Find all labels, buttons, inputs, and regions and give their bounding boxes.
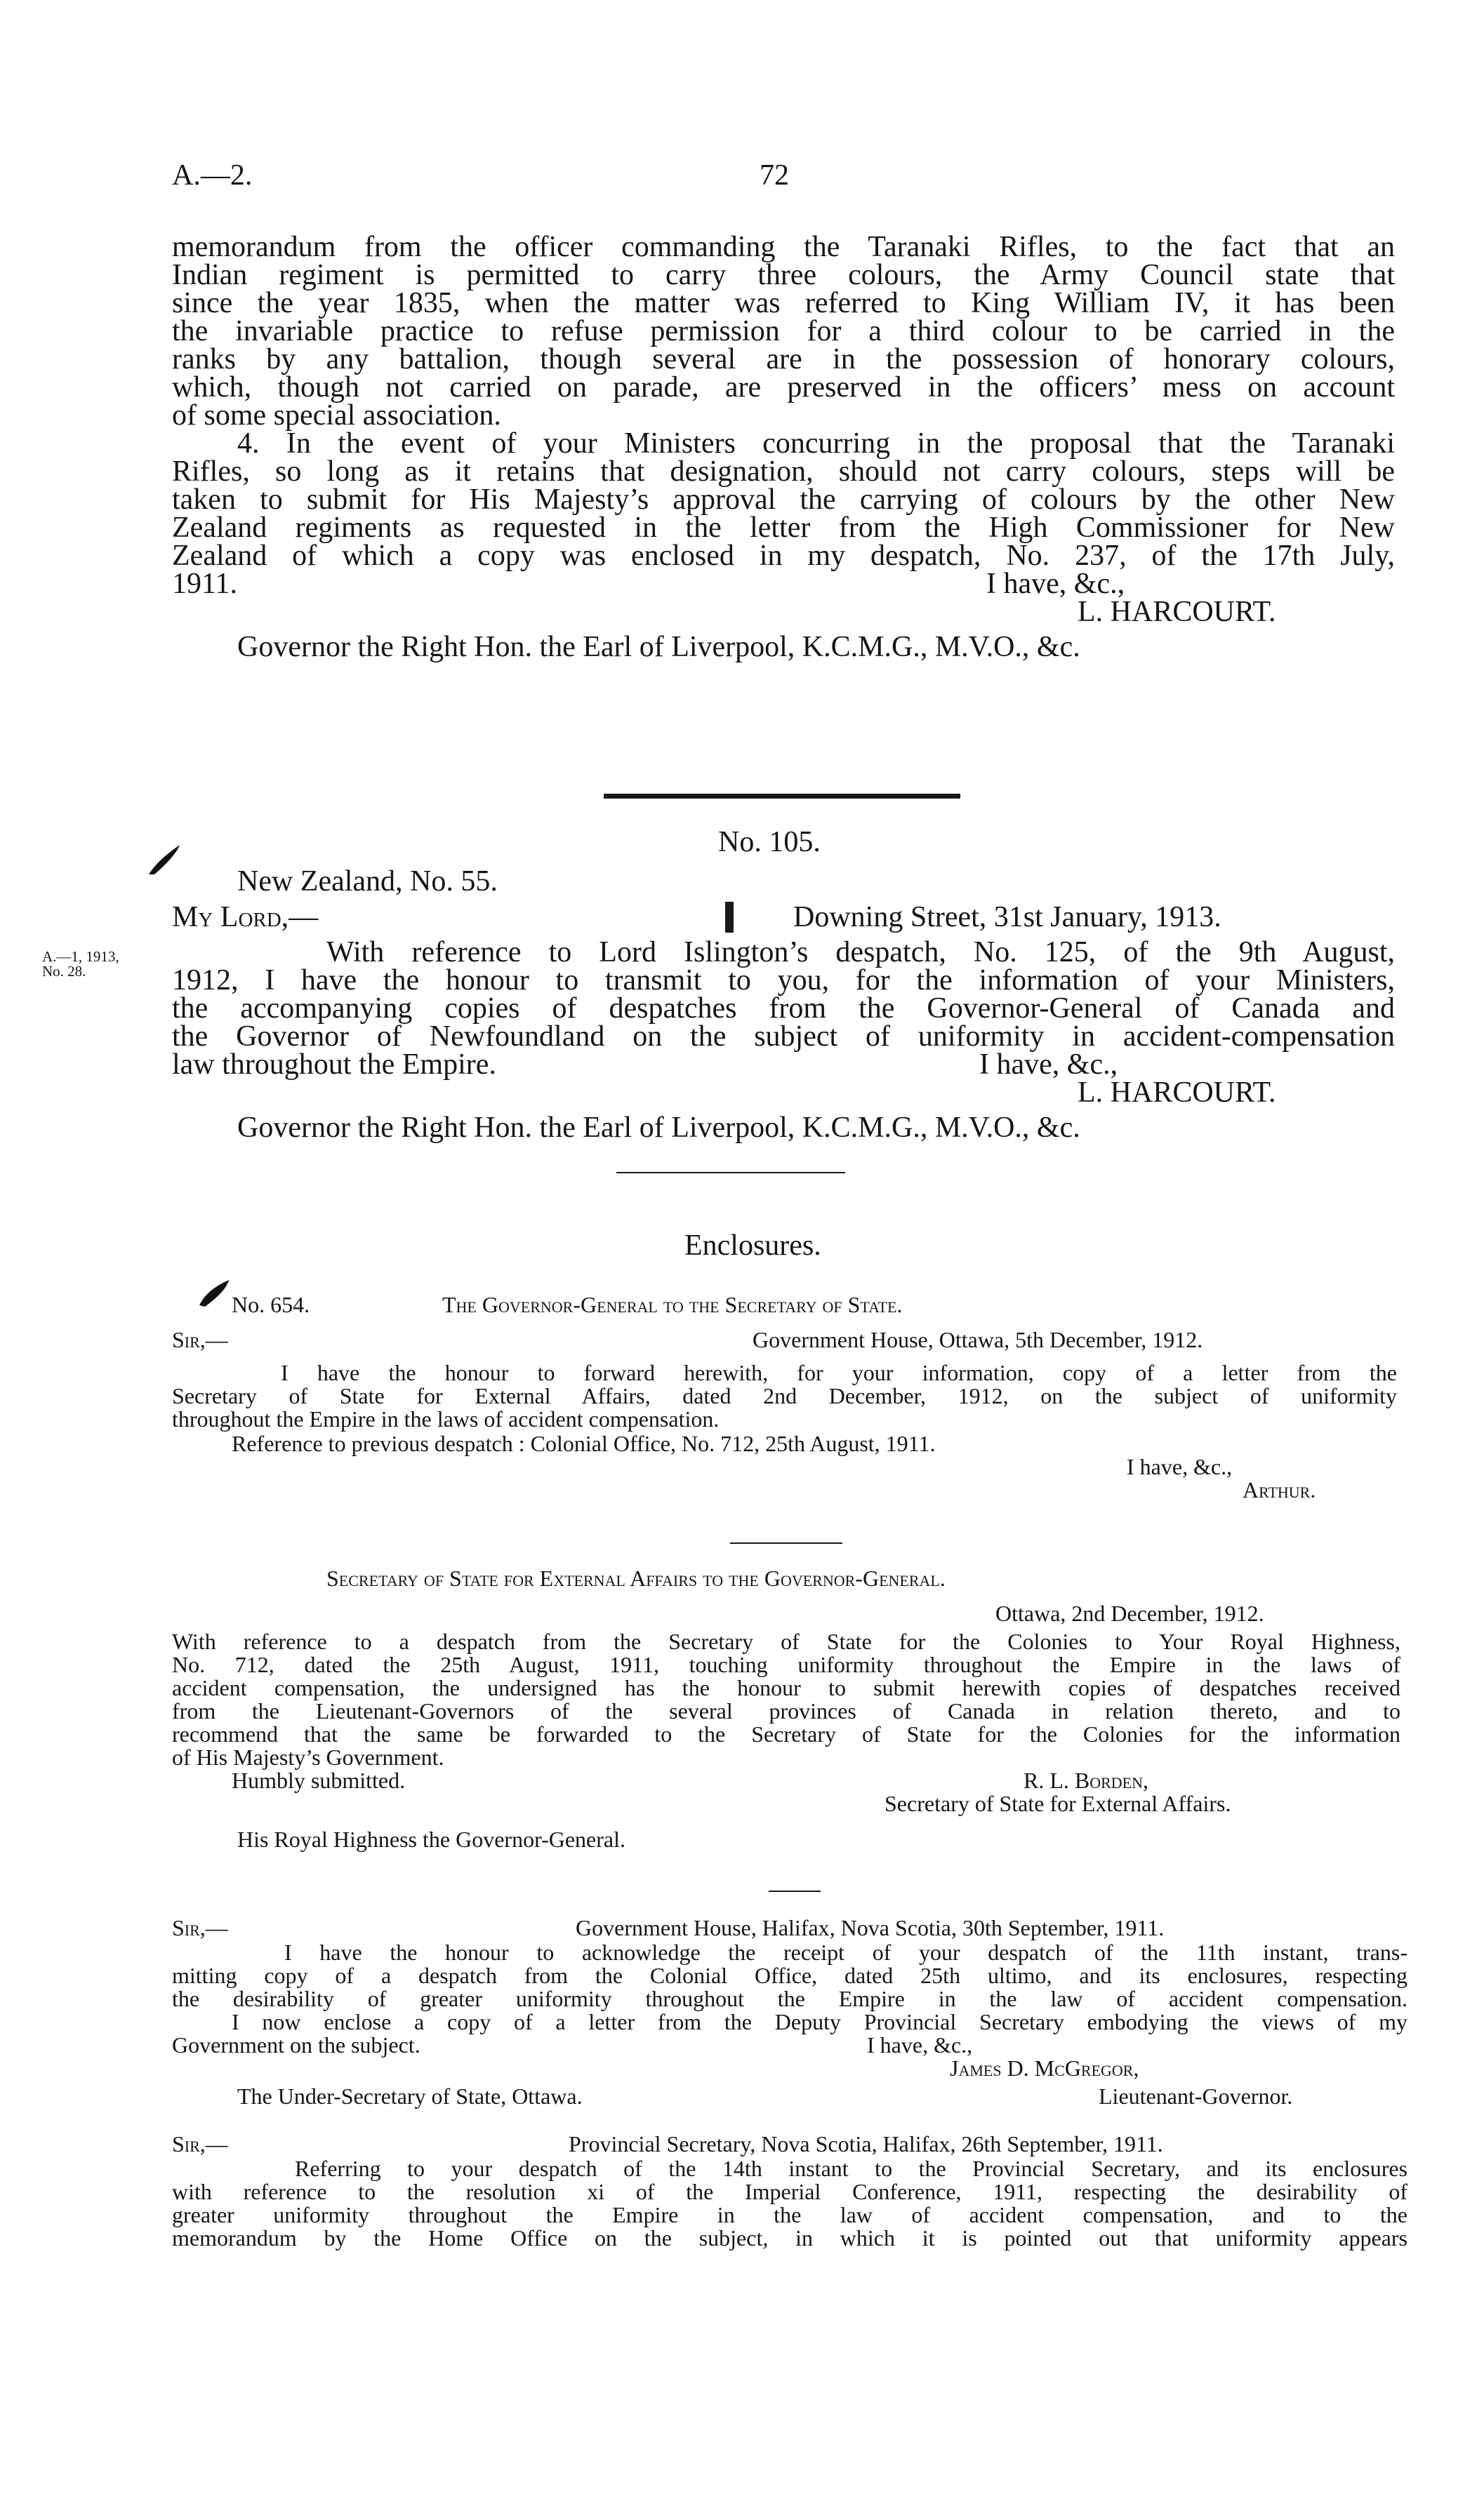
- closing-line: I have, &c.,: [1127, 1454, 1233, 1479]
- section-divider: [616, 1172, 845, 1173]
- page-number: 72: [760, 159, 789, 192]
- pen-tick-mark: [145, 839, 187, 879]
- body-line: I now enclose a copy of a letter from the Deputy Provincial Secretary embodying the views of my: [232, 2009, 1407, 2034]
- body-line: throughout the Empire in the laws of accident compensation.: [172, 1406, 720, 1432]
- section-divider: [730, 1542, 842, 1544]
- closing-line: I have, &c.,: [867, 2032, 973, 2058]
- pen-tick-mark: [197, 1276, 234, 1311]
- place-date: Ottawa, 2nd December, 1912.: [995, 1601, 1264, 1626]
- body-line: Zealand of which a copy was enclosed in my despatch, No. 237, of the 17th July,: [172, 540, 1395, 572]
- addressee: The Under-Secretary of State, Ottawa.: [237, 2084, 583, 2109]
- enclosure-title: Secretary of State for External Affairs to the Governor-General.: [326, 1566, 946, 1591]
- body-line: memorandum from the officer commanding the Taranaki Rifles, to the fact that an: [172, 231, 1395, 263]
- body-line: Indian regiment is permitted to carry three colours, the Army Council state that: [172, 259, 1395, 291]
- closing-line: I have, &c.,: [986, 568, 1125, 600]
- body-line: of some special association.: [172, 399, 501, 432]
- addressee: His Royal Highness the Governor-General.: [237, 1827, 625, 1852]
- salutation: Sir,—: [172, 1327, 228, 1352]
- signer-title: Secretary of State for External Affairs.: [885, 1791, 1231, 1816]
- closing-line: I have, &c.,: [979, 1048, 1118, 1081]
- body-line: memorandum by the Home Office on the subject, in which it is pointed out that uniformity appears: [172, 2225, 1407, 2251]
- body-line: Government on the subject.: [172, 2032, 420, 2058]
- body-line: Secretary of State for External Affairs, dated 2nd December, 1912, on the subject of uniformity: [172, 1383, 1397, 1408]
- body-line: greater uniformity throughout the Empire in the law of accident compensation, and to the: [172, 2202, 1407, 2227]
- body-line: the Governor of Newfoundland on the subject of uniformity in accident-compensation: [172, 1020, 1395, 1053]
- signature: R. L. Borden,: [1023, 1768, 1149, 1793]
- body-line: which, though not carried on parade, are preserved in the officers’ mess on account: [172, 371, 1395, 404]
- enclosure-number: No. 654.: [232, 1292, 310, 1317]
- body-line: ranks by any battalion, though several are in the possession of honorary colours,: [172, 343, 1395, 375]
- addressee: Governor the Right Hon. the Earl of Liverpool, K.C.M.G., M.V.O., &c.: [237, 1112, 1080, 1144]
- margin-reference: A.—1, 1913,: [42, 948, 119, 965]
- reference-line: Reference to previous despatch : Colonial Office, No. 712, 25th August, 1911.: [232, 1431, 936, 1456]
- place-date: Government House, Ottawa, 5th December, 1912.: [753, 1327, 1203, 1352]
- body-line: 1912, I have the honour to transmit to you, for the information of your Ministers,: [172, 964, 1395, 996]
- signature: L. HARCOURT.: [1078, 596, 1276, 628]
- body-line: With reference to a despatch from the Secretary of State for the Colonies to Your Royal Highness,: [172, 1629, 1400, 1654]
- enclosures-heading: Enclosures.: [684, 1229, 821, 1262]
- closing-line: Humbly submitted.: [232, 1768, 406, 1793]
- body-line: Rifles, so long as it retains that designation, should not carry colours, steps will be: [172, 455, 1395, 488]
- signature: Arthur.: [1243, 1477, 1316, 1502]
- signature: James D. McGregor,: [950, 2055, 1139, 2081]
- enclosure-title: The Governor-General to the Secretary of State.: [442, 1292, 903, 1317]
- margin-reference: No. 28.: [42, 963, 86, 980]
- salutation: Sir,—: [172, 1915, 228, 1940]
- body-line: I have the honour to forward herewith, for your information, copy of a letter from the: [281, 1360, 1397, 1385]
- body-line: the invariable practice to refuse permission for a third colour to be carried in the: [172, 315, 1395, 347]
- body-line: mitting copy of a despatch from the Colonial Office, dated 25th ultimo, and its enclosures, respecting: [172, 1963, 1407, 1988]
- salutation: Sir,—: [172, 2131, 228, 2156]
- body-line: of His Majesty’s Government.: [172, 1745, 444, 1770]
- body-line: With reference to Lord Islington’s despatch, No. 125, of the 9th August,: [326, 936, 1395, 968]
- signature: L. HARCOURT.: [1078, 1076, 1276, 1109]
- addressee: Governor the Right Hon. the Earl of Liverpool, K.C.M.G., M.V.O., &c.: [237, 631, 1080, 663]
- body-line: law throughout the Empire.: [172, 1048, 496, 1081]
- place-date: Provincial Secretary, Nova Scotia, Halifax, 26th September, 1911.: [569, 2131, 1163, 2156]
- section-divider-thick: [604, 794, 960, 799]
- body-line: since the year 1835, when the matter was referred to King William IV, it has been: [172, 287, 1395, 319]
- place-date: Downing Street, 31st January, 1913.: [793, 901, 1221, 933]
- body-line: Zealand regiments as requested in the letter from the High Commissioner for New: [172, 512, 1395, 544]
- body-line: from the Lieutenant-Governors of the several provinces of Canada in relation thereto, and to: [172, 1698, 1400, 1724]
- place-date: Government House, Halifax, Nova Scotia, 30th September, 1911.: [576, 1915, 1165, 1940]
- body-line: No. 712, dated the 25th August, 1911, touching uniformity throughout the Empire in the laws of: [172, 1652, 1400, 1677]
- body-line: with reference to the resolution xi of the Imperial Conference, 1911, respecting the desirability of: [172, 2179, 1407, 2204]
- section-divider: [769, 1891, 821, 1892]
- body-line: 1911.: [172, 568, 237, 600]
- body-line: taken to submit for His Majesty’s approval the carrying of colours by the other New: [172, 484, 1395, 516]
- ink-blot: [725, 902, 734, 933]
- despatch-number: No. 105.: [718, 826, 821, 858]
- body-line: the accompanying copies of despatches from the Governor-General of Canada and: [172, 992, 1395, 1025]
- body-line: 4. In the event of your Ministers concurring in the proposal that the Taranaki: [237, 427, 1395, 460]
- body-line: the desirability of greater uniformity throughout the Empire in the law of accident compensation.: [172, 1986, 1407, 2011]
- series-reference: A.—2.: [172, 159, 253, 192]
- body-line: I have the honour to acknowledge the receipt of your despatch of the 11th instant, trans-: [284, 1940, 1407, 1965]
- salutation: My Lord,—: [172, 901, 319, 933]
- colony-reference: New Zealand, No. 55.: [237, 865, 498, 898]
- signer-title: Lieutenant-Governor.: [1099, 2084, 1293, 2109]
- body-line: accident compensation, the undersigned has the honour to submit herewith copies of despatches received: [172, 1675, 1400, 1700]
- body-line: recommend that the same be forwarded to the Secretary of State for the Colonies for the information: [172, 1721, 1400, 1747]
- body-line: Referring to your despatch of the 14th instant to the Provincial Secretary, and its enclosures: [295, 2156, 1407, 2181]
